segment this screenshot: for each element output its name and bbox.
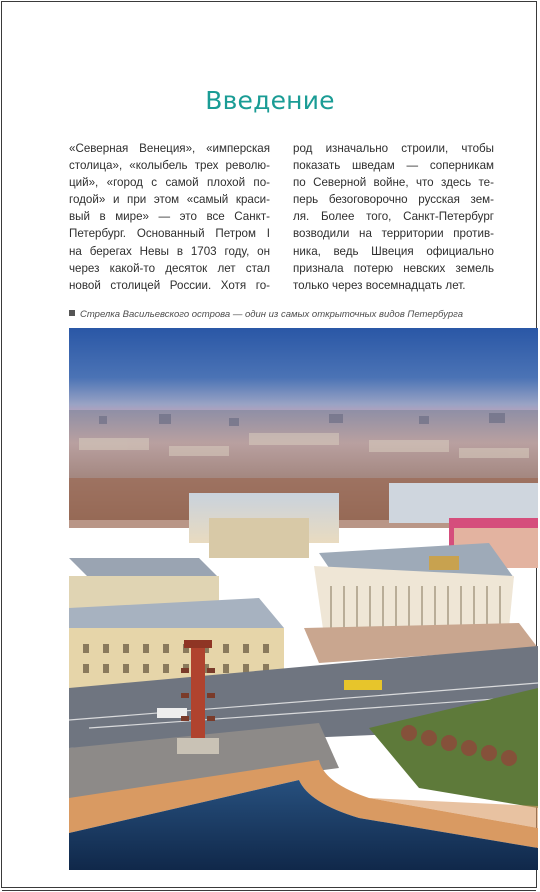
- text-line: новой столицей России. Хотя го-: [69, 278, 270, 292]
- text-column-right: [293, 140, 494, 294]
- text-line: через какой-то десяток лет стал: [69, 261, 270, 275]
- text-line: показать шведам — соперникам: [293, 159, 494, 173]
- text-line: ника, ведь Швеция официально: [293, 244, 494, 258]
- text-line: на берегах Невы в 1703 году, он: [69, 244, 270, 258]
- aerial-photo-strelka: [69, 328, 538, 870]
- text-line: только через восемнадцать лет.: [293, 278, 466, 292]
- caption-text: Стрелка Васильевского острова — один из самых открыточных видов Петербурга: [80, 309, 464, 320]
- square-bullet-icon: [69, 310, 75, 316]
- text-line: Петербург. Основанный Петром I: [69, 227, 270, 241]
- text-line: вый в мире» — это все Санкт-: [69, 210, 270, 224]
- text-line: возводили на территории против-: [293, 227, 494, 241]
- page-title: Введение: [205, 86, 335, 115]
- text-line: перь безоговорочно русская зем-: [293, 193, 494, 207]
- text-column-left: [69, 140, 270, 294]
- left-museum: [69, 558, 284, 690]
- text-line: ля. Более того, Санкт-Петербург: [293, 210, 494, 224]
- text-line: род изначально строили, чтобы: [293, 142, 494, 155]
- sky: [69, 328, 538, 418]
- text-line: по Северной войне, что здесь те-: [293, 176, 494, 190]
- text-line: признала потерю невских земель: [293, 261, 494, 275]
- photo-caption: [69, 309, 509, 320]
- text-line: «Северная Венеция», «имперская: [69, 142, 270, 155]
- text-line: столица», «колыбель трех револю-: [69, 159, 270, 173]
- text-line: годой» и при этом «самый краси-: [69, 193, 270, 207]
- text-line: ций», «город с самой плохой по-: [69, 176, 270, 190]
